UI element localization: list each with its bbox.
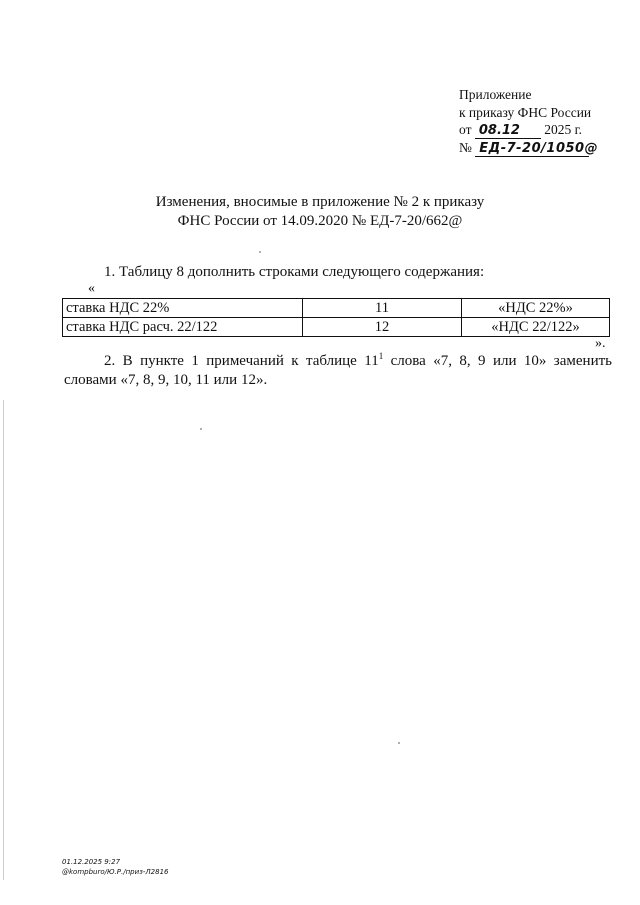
table-row	[63, 318, 610, 337]
table-cell-name: ставка НДС расч. 22/122	[63, 318, 303, 337]
title-line-1: Изменения, вносимые в приложение № 2 к приказу	[155, 194, 485, 210]
appendix-date-line	[459, 121, 591, 139]
appendix-label: Приложение	[459, 87, 532, 102]
date-suffix: 2025 г.	[544, 122, 582, 137]
title-line-2: ФНС России от 14.09.2020 № ЕД-7-20/662@	[177, 213, 463, 229]
quote-open: «	[88, 281, 95, 296]
table-cell-value: «НДС 22%»	[462, 299, 610, 318]
footer-stamp	[62, 857, 168, 877]
number-prefix: №	[459, 140, 472, 155]
date-prefix: от	[459, 122, 472, 137]
footer-timestamp: 01.12.2025 9:27	[62, 858, 121, 866]
handwritten-number: ЕД-7-20/1050@	[475, 142, 589, 157]
paragraph-2-end: слова «7, 8, 9 или 10» заменить словами «7, 8, 9, 10, 11 или 12».	[64, 353, 612, 388]
handwritten-date: 08.12	[475, 124, 541, 139]
table-row	[63, 299, 610, 318]
scan-speck	[398, 742, 400, 744]
appendix-block	[459, 86, 599, 157]
paragraph-2	[64, 352, 612, 390]
table-cell-code: 12	[303, 318, 462, 337]
table-cell-name: ставка НДС 22%	[63, 299, 303, 318]
paragraph-2-start: 2. В пункте 1 примечаний к таблице 11	[104, 353, 379, 369]
table-cell-code: 11	[303, 299, 462, 318]
scan-edge-line	[3, 400, 4, 880]
quote-close: ».	[595, 336, 606, 351]
paragraph-1: 1. Таблицу 8 дополнить строками следующего содержания:	[104, 264, 485, 280]
footer-path: @kompburo/Ю.Р./приз-Л2816	[62, 868, 169, 876]
superscript: 1	[378, 351, 384, 361]
inserted-rows-table	[62, 298, 610, 337]
document-title	[80, 193, 560, 231]
scan-speck	[200, 428, 202, 430]
appendix-number-line	[459, 139, 599, 157]
table-cell-value: «НДС 22/122»	[462, 318, 610, 337]
scan-speck	[259, 251, 261, 253]
appendix-order-ref: к приказу ФНС России	[459, 104, 592, 120]
